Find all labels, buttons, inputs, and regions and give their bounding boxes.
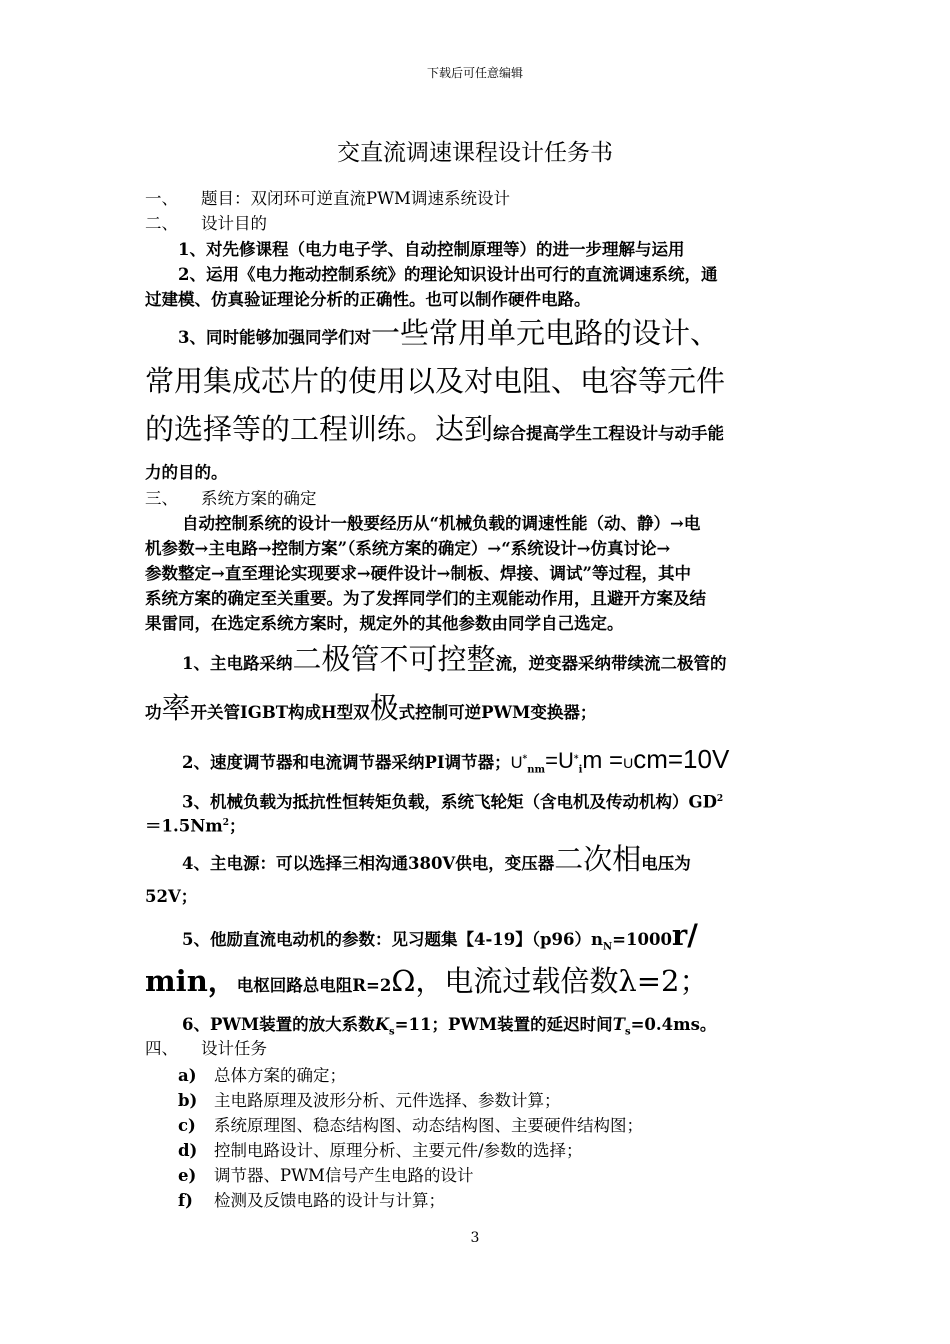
task-item-f-label: f)	[178, 1191, 193, 1210]
task-item-c-label: c)	[178, 1116, 196, 1135]
plan-item-6-k: K	[374, 1015, 390, 1034]
plan-item-1b	[145, 691, 597, 725]
section-3-text: 系统方案的确定	[201, 489, 317, 508]
document-title: 交直流调速课程设计任务书	[337, 140, 613, 166]
task-item-a	[178, 1062, 346, 1086]
plan-item-4a-pre: 4、主电源：可以选择三相沟通380V供电，变压器	[182, 854, 555, 873]
purpose-item-3d: 力的目的。	[145, 463, 228, 482]
purpose-item-3a	[178, 316, 719, 350]
section-4-number: 四、	[145, 1039, 178, 1058]
task-item-c	[178, 1112, 643, 1136]
plan-item-6-pre: 6、PWM装置的放大系数	[182, 1015, 375, 1034]
purpose-item-3c-big: 的选择等的工程训练。达到	[145, 412, 494, 446]
purpose-item-3c	[145, 412, 725, 446]
plan-item-6-mid: =11；PWM装置的延迟时间	[394, 1015, 613, 1034]
plan-paragraph-line-2: 机参数→主电路→控制方案”（系统方案的确定）→“系统设计→仿真讨论→	[145, 539, 671, 558]
plan-item-2	[182, 744, 730, 781]
plan-item-1a-post: 流，逆变器采纳带续流二极管的	[495, 654, 727, 673]
plan-item-4a	[182, 842, 691, 876]
plan-item-6-ks: s	[389, 1026, 395, 1038]
plan-item-5a-big: r/	[671, 918, 698, 952]
plan-item-1a	[182, 642, 727, 676]
section-1-number: 一、	[145, 189, 178, 208]
page-number: 3	[470, 1230, 480, 1246]
purpose-item-3b-big: 常用集成芯片的使用以及对电阻、电容等元件	[145, 364, 726, 398]
plan-item-2-sup2: *	[573, 754, 579, 765]
plan-item-3b-text: ＝1.5Nm	[145, 816, 223, 836]
task-item-d-text: 控制电路设计、原理分析、主要元件/参数的选择；	[214, 1141, 583, 1160]
task-item-e	[178, 1162, 473, 1186]
purpose-item-3a-big: 一些常用单元电路的设计、	[370, 316, 719, 350]
plan-item-2-tail: cm=10V	[633, 744, 730, 774]
plan-item-1b-post: 式控制可逆PWM变换器；	[398, 703, 597, 722]
purpose-item-3a-small: 3、同时能够加强同学们对	[178, 328, 371, 347]
plan-item-4a-big: 二次相	[554, 842, 642, 876]
plan-item-5a	[182, 918, 698, 958]
task-item-e-text: 调节器、PWM信号产生电路的设计	[214, 1166, 474, 1185]
purpose-item-3b	[145, 364, 726, 398]
plan-item-2-m: m =	[582, 747, 624, 774]
purpose-item-2a: 2、运用《电力拖动控制系统》的理论知识设计出可行的直流调速系统，通	[178, 265, 718, 284]
plan-item-2-sub2: i	[578, 764, 583, 776]
plan-item-5b-mid: 电枢回路总电阻R=2	[236, 976, 392, 995]
section-3-number: 三、	[145, 489, 178, 508]
plan-item-6-t: T	[612, 1015, 625, 1034]
purpose-item-1: 1、对先修课程（电力电子学、自动控制原理等）的进一步理解与运用	[178, 240, 685, 259]
task-item-f-text: 检测及反馈电路的设计与计算；	[214, 1191, 445, 1210]
plan-item-4a-post: 电压为	[641, 854, 691, 873]
task-item-e-label: e)	[178, 1166, 197, 1185]
plan-item-3b-post: ；	[229, 816, 246, 836]
plan-item-3a	[182, 788, 723, 814]
task-item-b-text: 主电路原理及波形分析、元件选择、参数计算；	[214, 1091, 561, 1110]
task-item-a-text: 总体方案的确定；	[214, 1066, 346, 1085]
plan-item-1a-pre: 1、主电路采纳	[182, 654, 293, 673]
plan-item-5b-big-2: Ω，电流过载倍数λ=2；	[391, 964, 709, 998]
task-item-c-text: 系统原理图、稳态结构图、动态结构图、主要硬件结构图；	[214, 1116, 643, 1135]
section-1	[145, 188, 510, 210]
plan-paragraph-line-1: 自动控制系统的设计一般要经历从“机械负载的调速性能（动、静）→电	[182, 514, 701, 533]
plan-paragraph-line-3: 参数整定→直至理论实现要求→硬件设计→制板、焊接、调试”等过程，其中	[145, 564, 691, 583]
plan-item-6-post: =0.4ms。	[630, 1015, 717, 1034]
plan-item-1b-big-1: 率	[161, 691, 191, 725]
plan-item-5a-sub: N	[603, 941, 613, 953]
section-4	[145, 1038, 267, 1060]
plan-item-2-pre: 2、速度调节器和电流调节器采纳PI调节器；	[182, 753, 511, 772]
plan-paragraph-line-5: 果雷同，在选定系统方案时，规定外的其他参数由同学自己选定。	[145, 614, 624, 633]
section-1-text: 题目：双闭环可逆直流PWM调速系统设计	[201, 189, 510, 208]
plan-item-5b-big-1: min，	[145, 964, 237, 998]
plan-item-3b-sup: 2	[222, 818, 230, 828]
plan-item-3a-text: 3、机械负载为抵抗性恒转矩负载，系统飞轮矩（含电机及传动机构）GD	[182, 792, 717, 812]
section-2	[145, 213, 267, 235]
plan-item-1a-big: 二极管不可控整	[292, 642, 496, 676]
task-item-d	[178, 1137, 583, 1161]
plan-item-5a-post: =1000	[612, 930, 672, 949]
plan-item-1b-pre: 功	[145, 703, 162, 722]
plan-paragraph-line-4: 系统方案的确定至关重要。为了发挥同学们的主观能动作用，且避开方案及结	[145, 589, 706, 608]
section-2-number: 二、	[145, 214, 178, 233]
task-item-a-label: a)	[178, 1066, 197, 1085]
plan-item-6-ts: s	[624, 1026, 631, 1038]
plan-item-5b	[145, 964, 709, 998]
purpose-item-2b: 过建模、仿真验证理论分析的正确性。也可以制作硬件电路。	[145, 290, 591, 309]
plan-item-1b-big-2: 极	[369, 691, 399, 725]
section-4-text: 设计任务	[201, 1039, 267, 1058]
plan-item-5a-text: 5、他励直流电动机的参数：见习题集【4-19】（p96）n	[182, 930, 604, 949]
page-header-note: 下载后可任意编辑	[426, 66, 523, 80]
plan-item-4b: 52V；	[145, 887, 198, 906]
task-item-b	[178, 1087, 561, 1111]
plan-item-2-sub1: nm	[527, 764, 546, 776]
task-item-f	[178, 1187, 445, 1211]
plan-item-2-sup1: *	[522, 754, 528, 765]
plan-item-2-u2: U	[623, 755, 634, 771]
plan-item-3a-sup: 2	[716, 794, 724, 804]
plan-item-3b	[145, 812, 246, 838]
task-item-b-label: b)	[178, 1091, 198, 1110]
plan-item-1b-mid: 开关管IGBT构成H型双	[190, 703, 370, 722]
section-2-text: 设计目的	[201, 214, 267, 233]
plan-item-2-eq: =U	[545, 748, 574, 773]
plan-item-2-u1: U	[510, 754, 523, 772]
section-3	[145, 488, 317, 510]
task-item-d-label: d)	[178, 1141, 198, 1160]
purpose-item-3c-small: 综合提高学生工程设计与动手能	[493, 424, 725, 443]
